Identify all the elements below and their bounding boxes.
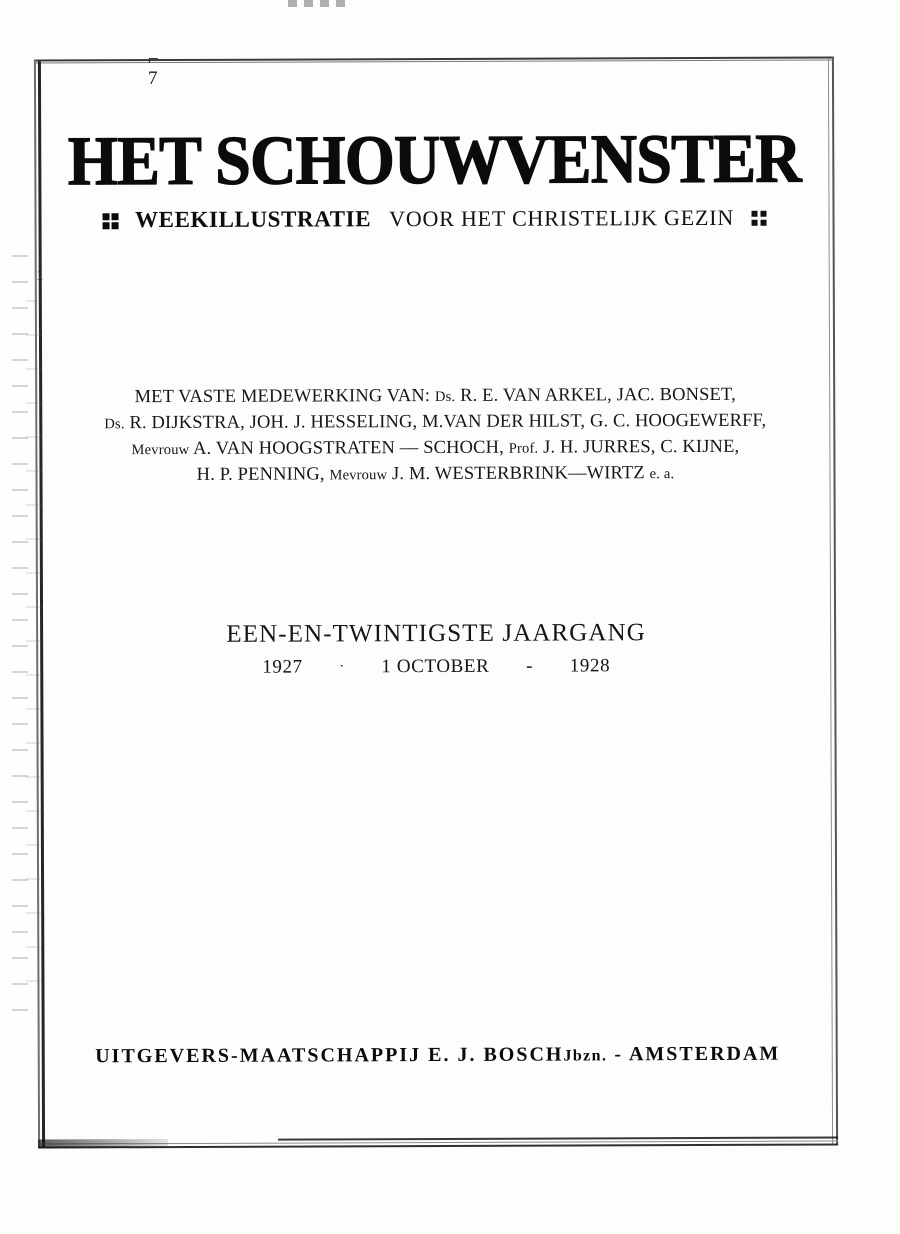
volume-date-line bbox=[36, 654, 836, 679]
publisher-name: UITGEVERS-MAATSCHAPPIJ E. J. BOSCH bbox=[95, 1043, 564, 1068]
volume-block bbox=[36, 618, 836, 679]
date-separator-2: - bbox=[526, 655, 534, 677]
scan-artifact-margin-digit: 1 bbox=[36, 268, 44, 284]
publisher-suffix: Jbzn. bbox=[563, 1047, 608, 1065]
contributor-name-2: JAC. BONSET, bbox=[616, 384, 736, 406]
publisher-imprint bbox=[38, 1042, 838, 1068]
contributors-line-4 bbox=[35, 460, 835, 489]
date-separator-1: · bbox=[339, 659, 345, 675]
subtitle-text: VOOR HET CHRISTELIJK GEZIN bbox=[389, 204, 735, 232]
honorific-mevrouw: Mevrouw bbox=[131, 441, 190, 459]
issue-date: 1 OCTOBER bbox=[381, 655, 490, 678]
square-ornament-icon bbox=[102, 213, 117, 228]
contributors-line-3 bbox=[35, 434, 835, 463]
contributors-block bbox=[35, 382, 835, 489]
contributor-names-4b: J. M. WESTERBRINK—WIRTZ bbox=[391, 463, 645, 485]
contributors-line-2 bbox=[35, 408, 835, 437]
et-alia-suffix: e. a. bbox=[649, 466, 675, 483]
contributor-names-3a: A. VAN HOOGSTRATEN — SCHOCH, bbox=[193, 437, 504, 459]
honorific-ds-2: Ds. bbox=[104, 416, 125, 433]
title-page-content bbox=[34, 56, 838, 1149]
contributor-names-2: R. DIJKSTRA, JOH. J. HESSELING, M.VAN DER HILST, G. C. HOOGEWERFF, bbox=[129, 410, 767, 434]
honorific-prof: Prof. bbox=[508, 440, 539, 457]
scan-artifact-pen-mark: ⌐ 7 bbox=[148, 49, 159, 89]
contributors-intro: MET VASTE MEDEWERKING VAN: bbox=[134, 386, 431, 408]
quadrate-ornament-icon bbox=[752, 210, 767, 225]
contributor-name-1: R. E. VAN ARKEL, bbox=[460, 385, 612, 406]
subtitle-emphasis: WEEKILLUSTRATIE bbox=[134, 206, 372, 233]
contributor-names-3b: J. H. JURRES, C. KIJNE, bbox=[543, 436, 740, 458]
honorific-mevrouw-2: Mevrouw bbox=[329, 467, 388, 484]
contributor-names-4a: H. P. PENNING, bbox=[196, 464, 325, 485]
scan-artifact-top-mark bbox=[288, 0, 348, 7]
page-title: HET SCHOUWVENSTER bbox=[67, 120, 801, 201]
volume-label: EEN-EN-TWINTIGSTE JAARGANG bbox=[226, 619, 646, 648]
contributors-line-1 bbox=[35, 382, 835, 411]
publisher-city: AMSTERDAM bbox=[628, 1042, 781, 1066]
publisher-dash: - bbox=[614, 1043, 624, 1066]
year-end: 1928 bbox=[569, 655, 611, 677]
year-start: 1927 bbox=[262, 656, 303, 678]
honorific-ds: Ds. bbox=[434, 388, 456, 406]
subtitle-row bbox=[34, 204, 834, 233]
